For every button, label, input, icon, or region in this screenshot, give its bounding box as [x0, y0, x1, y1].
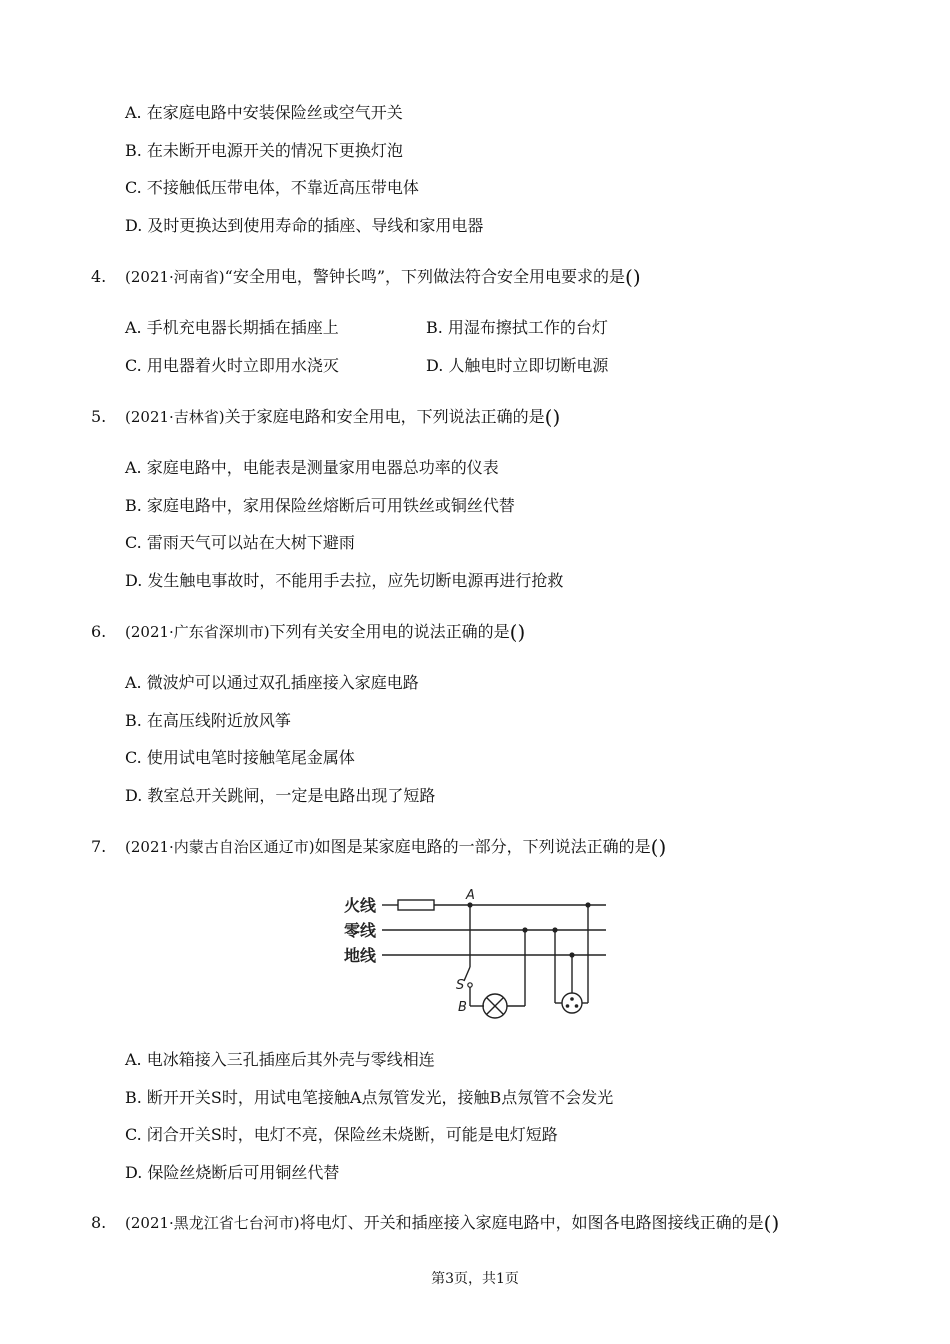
q3-option-d: D. 及时更换达到使用寿命的插座、导线和家用电器: [125, 216, 484, 235]
point-b-label: B: [458, 1000, 467, 1015]
socket-pin: [570, 997, 574, 1001]
q6-option-c: C. 使用试电笔时接触笔尾金属体: [125, 748, 355, 767]
q4-option-b: B. 用湿布擦拭工作的台灯: [426, 318, 608, 337]
question-number: 5.: [91, 407, 107, 426]
question-source: (2021·内蒙古自治区通辽市): [125, 838, 315, 856]
question-stem: [125, 622, 525, 642]
q5-option-a: A. 家庭电路中，电能表是测量家用电器总功率的仪表: [125, 458, 499, 477]
q5-option-b: B. 家庭电路中，家用保险丝熔断后可用铁丝或铜丝代替: [125, 496, 515, 515]
switch-contact: [468, 983, 472, 987]
socket-pin: [566, 1004, 570, 1008]
answer-parentheses: (): [763, 1211, 780, 1235]
q6-option-d: D. 教室总开关跳闸，一定是电路出现了短路: [125, 786, 436, 805]
q6-option-b: B. 在高压线附近放风筝: [125, 711, 291, 730]
junction: [569, 952, 574, 957]
question-stem: [125, 407, 560, 427]
q7-option-c: C. 闭合开关S时，电灯不亮，保险丝未烧断，可能是电灯短路: [125, 1125, 558, 1144]
socket-pin: [575, 1004, 579, 1008]
three-pin-socket: [562, 993, 582, 1013]
junction: [552, 927, 557, 932]
q3-option-a: A. 在家庭电路中安装保险丝或空气开关: [125, 103, 403, 122]
junction-a: [467, 902, 472, 907]
live-wire-label: 火线: [344, 896, 377, 915]
q4-option-a: A. 手机充电器长期插在插座上: [125, 318, 339, 337]
question-text: 如图是某家庭电路的一部分，下列说法正确的是: [314, 837, 651, 856]
question-text: 关于家庭电路和安全用电，下列说法正确的是: [224, 407, 545, 426]
junction: [585, 902, 590, 907]
question-number: 4.: [91, 267, 107, 286]
q7-option-b: B. 断开开关S时，用试电笔接触A点氖管发光，接触B点氖管不会发光: [125, 1088, 614, 1107]
question-stem: [125, 837, 666, 857]
question-stem: [125, 1213, 779, 1233]
question-number: 6.: [91, 622, 107, 641]
q7-option-a: A. 电冰箱接入三孔插座后其外壳与零线相连: [125, 1050, 435, 1069]
switch-s: [464, 967, 470, 981]
neutral-wire-label: 零线: [344, 921, 377, 940]
switch-s-label: S: [456, 978, 465, 993]
question-source: (2021·广东省深圳市): [125, 623, 270, 641]
q5-option-c: C. 雷雨天气可以站在大树下避雨: [125, 533, 355, 552]
junction: [522, 927, 527, 932]
answer-parentheses: (): [650, 835, 667, 859]
q3-option-c: C. 不接触低压带电体，不靠近高压带电体: [125, 178, 419, 197]
question-text: 下列有关安全用电的说法正确的是: [269, 622, 510, 641]
fuse: [398, 900, 434, 910]
question-source: (2021·吉林省): [125, 408, 225, 426]
answer-parentheses: (): [544, 405, 561, 429]
circuit-diagram: [340, 885, 620, 1025]
question-number: 7.: [91, 837, 107, 856]
answer-parentheses: (): [509, 620, 526, 644]
q4-option-d: D. 人触电时立即切断电源: [426, 356, 609, 375]
page-footer: 第3页，共1页: [431, 1271, 519, 1287]
q5-option-d: D. 发生触电事故时，不能用手去拉，应先切断电源再进行抢救: [125, 571, 564, 590]
question-source: (2021·黑龙江省七台河市): [125, 1214, 300, 1232]
q3-option-b: B. 在未断开电源开关的情况下更换灯泡: [125, 141, 403, 160]
question-source: (2021·河南省): [125, 268, 225, 286]
ground-wire-label: 地线: [344, 946, 377, 965]
question-number: 8.: [91, 1213, 107, 1232]
answer-parentheses: (): [625, 265, 641, 289]
q4-option-c: C. 用电器着火时立即用水浇灭: [125, 356, 339, 375]
q7-option-d: D. 保险丝烧断后可用铜丝代替: [125, 1163, 340, 1182]
q6-option-a: A. 微波炉可以通过双孔插座接入家庭电路: [125, 673, 419, 692]
point-a-label: A: [466, 888, 475, 903]
question-text: “安全用电，警钟长鸣”，下列做法符合安全用电要求的是: [224, 267, 626, 286]
question-stem: [125, 267, 641, 287]
question-text: 将电灯、开关和插座接入家庭电路中，如图各电路图接线正确的是: [299, 1213, 764, 1232]
